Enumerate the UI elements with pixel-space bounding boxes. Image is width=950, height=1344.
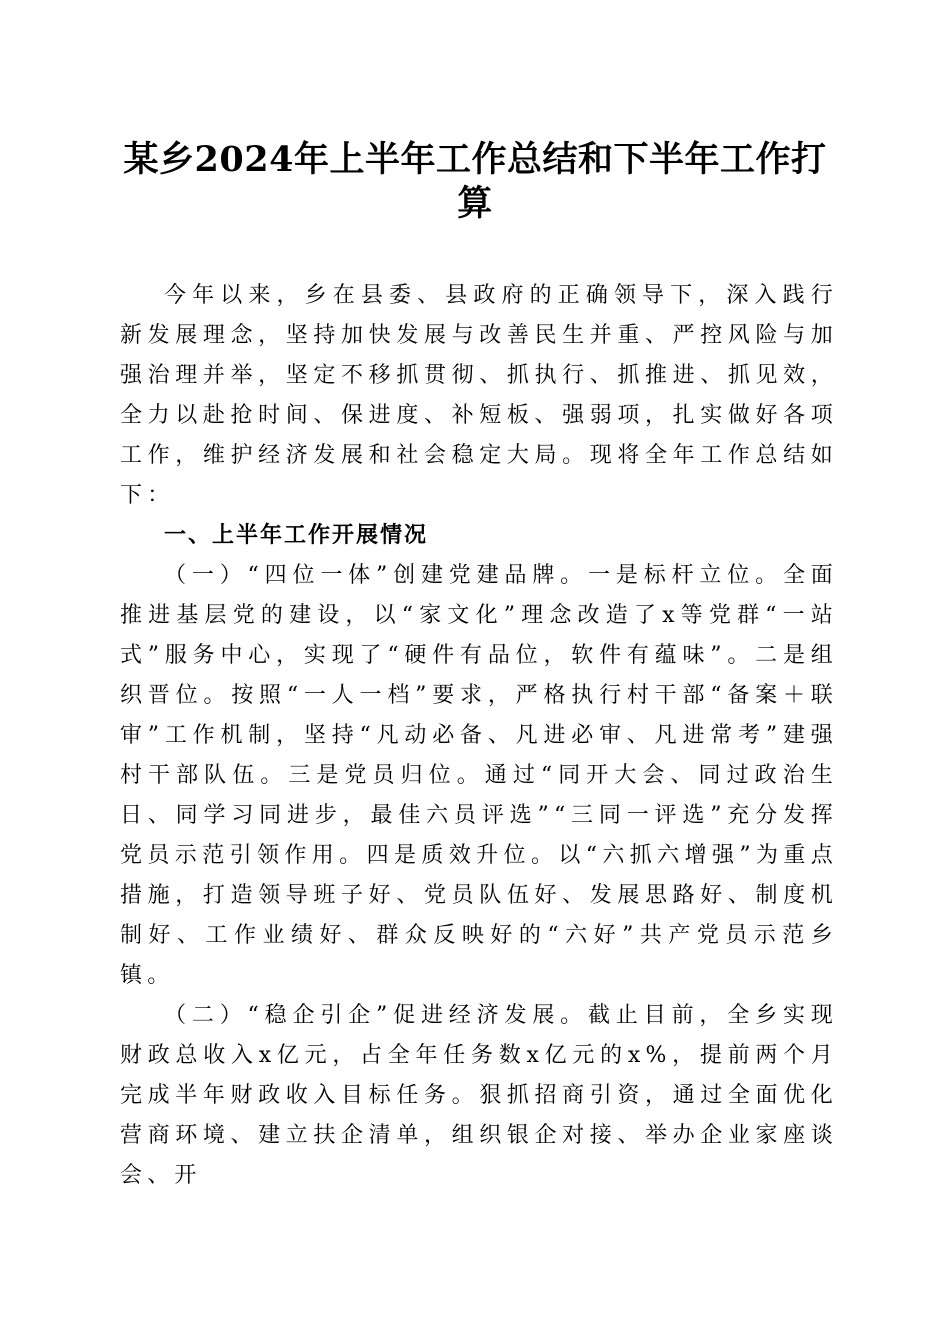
subsection-paragraph-2	[120, 996, 838, 1196]
document-body	[120, 276, 838, 1196]
subsection-body-2: 截止目前，全乡实现财政总收入x亿元，占全年任务数x亿元的x%，提前两个月完成半年财政收入目标任务。狠抓招商引资，通过全面优化营商环境、建立扶企清单，组织银企对接、举办企业家座谈会、开	[120, 1003, 838, 1188]
subsection-paragraph-1	[120, 556, 838, 996]
section-heading: 一、上半年工作开展情况	[164, 523, 429, 548]
intro-paragraph: 今年以来，乡在县委、县政府的正确领导下，深入践行新发展理念，坚持加快发展与改善民生并重、严控风险与加强治理并举，坚定不移抓贯彻、抓执行、抓推进、抓见效，全力以赴抢时间、保进度、补短板、强弱项，扎实做好各项工作，维护经济发展和社会稳定大局。现将全年工作总结如下：	[120, 283, 838, 508]
subsection-body-1: 一是标杆立位。全面推进基层党的建设，以“家文化”理念改造了x等党群“一站式”服务中心，实现了“硬件有品位，软件有蕴味”。二是组织晋位。按照“一人一档”要求，严格执行村干部“备案＋联审”工作机制，坚持“凡动必备、凡进必审、凡进常考”建强村干部队伍。三是党员归位。通过“同开大会、同过政治生日、同学习同进步，最佳六员评选”“三同一评选”充分发挥党员示范引领作用。四是质效升位。以“六抓六增强”为重点措施，打造领导班子好、党员队伍好、发展思路好、制度机制好、工作业绩好、群众反映好的“六好”共产党员示范乡镇。	[120, 563, 838, 988]
subsection-title-1: （一）“四位一体”创建党建品牌。	[164, 563, 589, 588]
subsection-title-2: （二）“稳企引企”促进经济发展。	[164, 1003, 589, 1028]
document-title: 某乡2024年上半年工作总结和下半年工作打算	[123, 139, 827, 224]
